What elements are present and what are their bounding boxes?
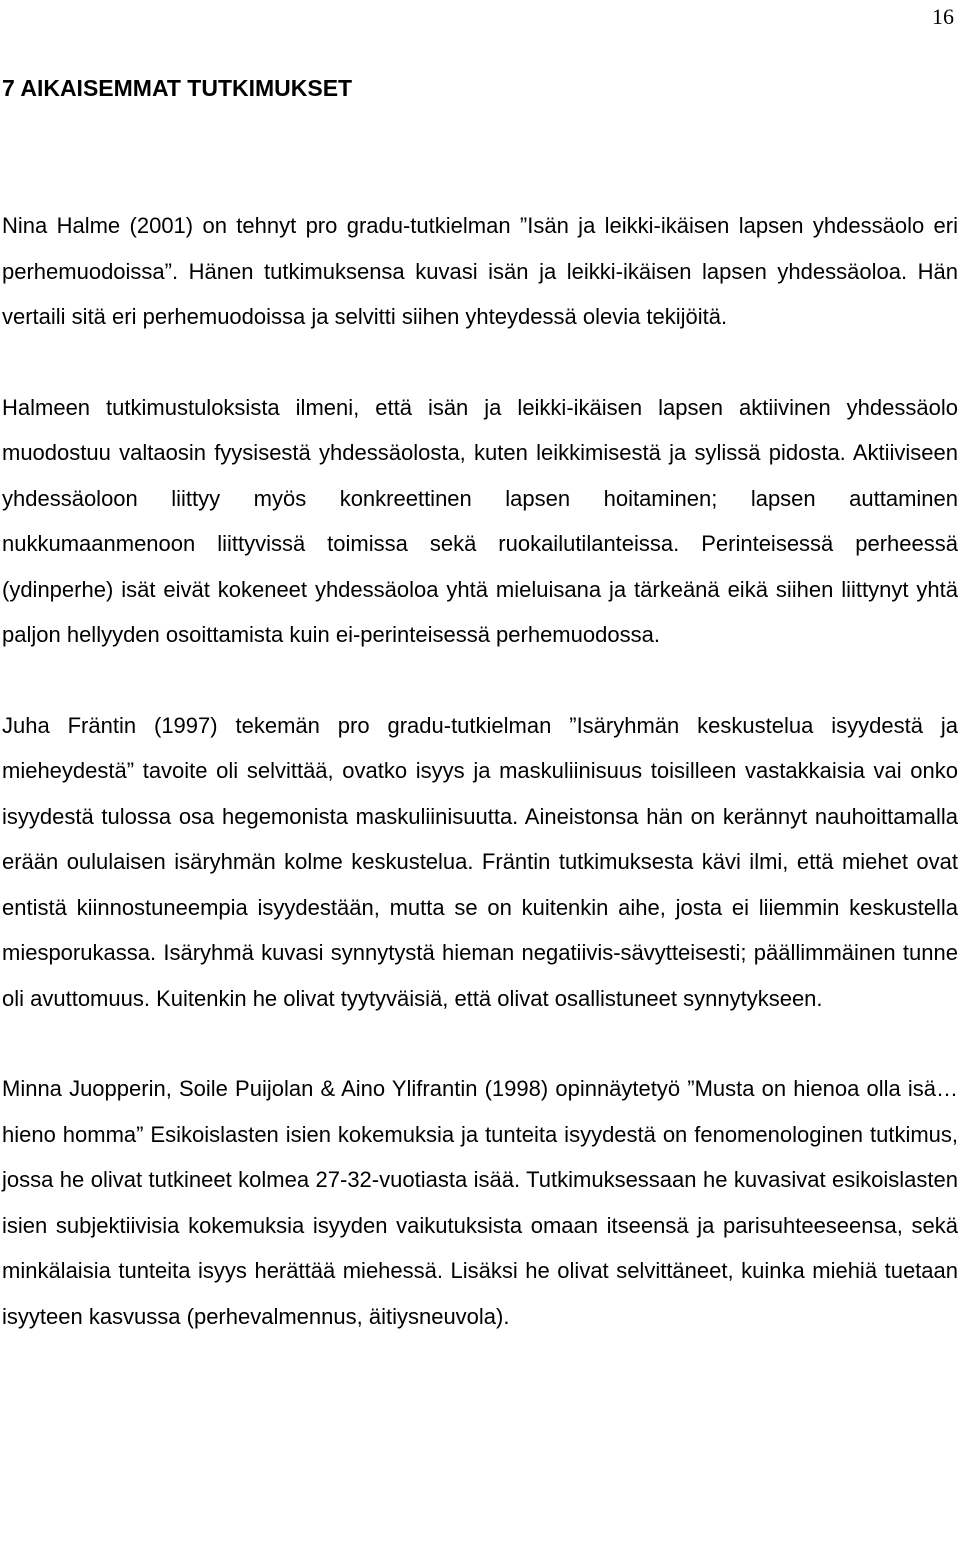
paragraph-halme-intro: Nina Halme (2001) on tehnyt pro gradu-tutkielman ”Isän ja leikki-ikäisen lapsen yhdessäolo eri perhemuodoissa”. Hänen tutkimuksensa kuvasi isän ja leikki-ikäisen lapsen yhdessäoloa. Hän vertaili sitä eri perhemuodoissa ja selvitti siihen yhteydessä olevia tekijöitä.	[2, 213, 958, 329]
paragraph-frantti: Juha Fräntin (1997) tekemän pro gradu-tutkielman ”Isäryhmän keskustelua isyydestä ja mieheydestä” tavoite oli selvittää, ovatko isyys ja maskuliinisuus toisilleen vastakkaisia vai onko isyydestä tulossa osa hegemonista maskuliinisuutta. Aineistonsa hän on kerännyt nauhoittamalla erään oululaisen isäryhmän kolme keskustelua. Fräntin tutkimuksesta kävi ilmi, että miehet ovat entistä kiinnostuneempia isyydestään, mutta se on kuitenkin aihe, josta ei liiemmin keskustella miesporukassa. Isäryhmä kuvasi synnytystä hieman negatiivis-sävytteisesti; päällimmäinen tunne oli avuttomuus. Kuitenkin he olivat tyytyväisiä, että olivat osallistuneet synnytykseen.	[2, 712, 958, 1011]
page-number: 16	[932, 4, 954, 29]
document-body	[2, 203, 958, 1339]
paragraph-halme-results: Halmeen tutkimustuloksista ilmeni, että isän ja leikki-ikäisen lapsen aktiivinen yhdessäolo muodostuu valtaosin fyysisestä yhdessäolosta, kuten leikkimisestä ja sylissä pidosta. Aktiiviseen yhdessäoloon liittyy myös konkreettinen lapsen hoitaminen; lapsen auttaminen nukkumaanmenoon liittyvissä toimissa sekä ruokailutilanteissa. Perinteisessä perheessä (ydinperhe) isät eivät kokeneet yhdessäoloa yhtä mieluisana ja tärkeänä eikä siihen liittynyt yhtä paljon hellyyden osoittamista kuin ei-perinteisessä perhemuodossa.	[2, 394, 958, 647]
chapter-heading: 7 AIKAISEMMAT TUTKIMUKSET	[2, 75, 353, 101]
paragraph-juopperi: Minna Juopperin, Soile Puijolan & Aino Ylifrantin (1998) opinnäytetyö ”Musta on hienoa olla isä… hieno homma” Esikoislasten isien kokemuksia ja tunteita isyydestä on fenomenologinen tutkimus, jossa he olivat tutkineet kolmea 27-32-vuotiasta isää. Tutkimuksessaan he kuvasivat esikoislasten isien subjektiivisia kokemuksia isyyden vaikutuksista omaan itseensä ja parisuhteeseensa, sekä minkälaisia tunteita isyys herättää miehessä. Lisäksi he olivat selvittäneet, kuinka miehiä tuetaan isyyteen kasvussa (perhevalmennus, äitiysneuvola).	[2, 1076, 958, 1329]
